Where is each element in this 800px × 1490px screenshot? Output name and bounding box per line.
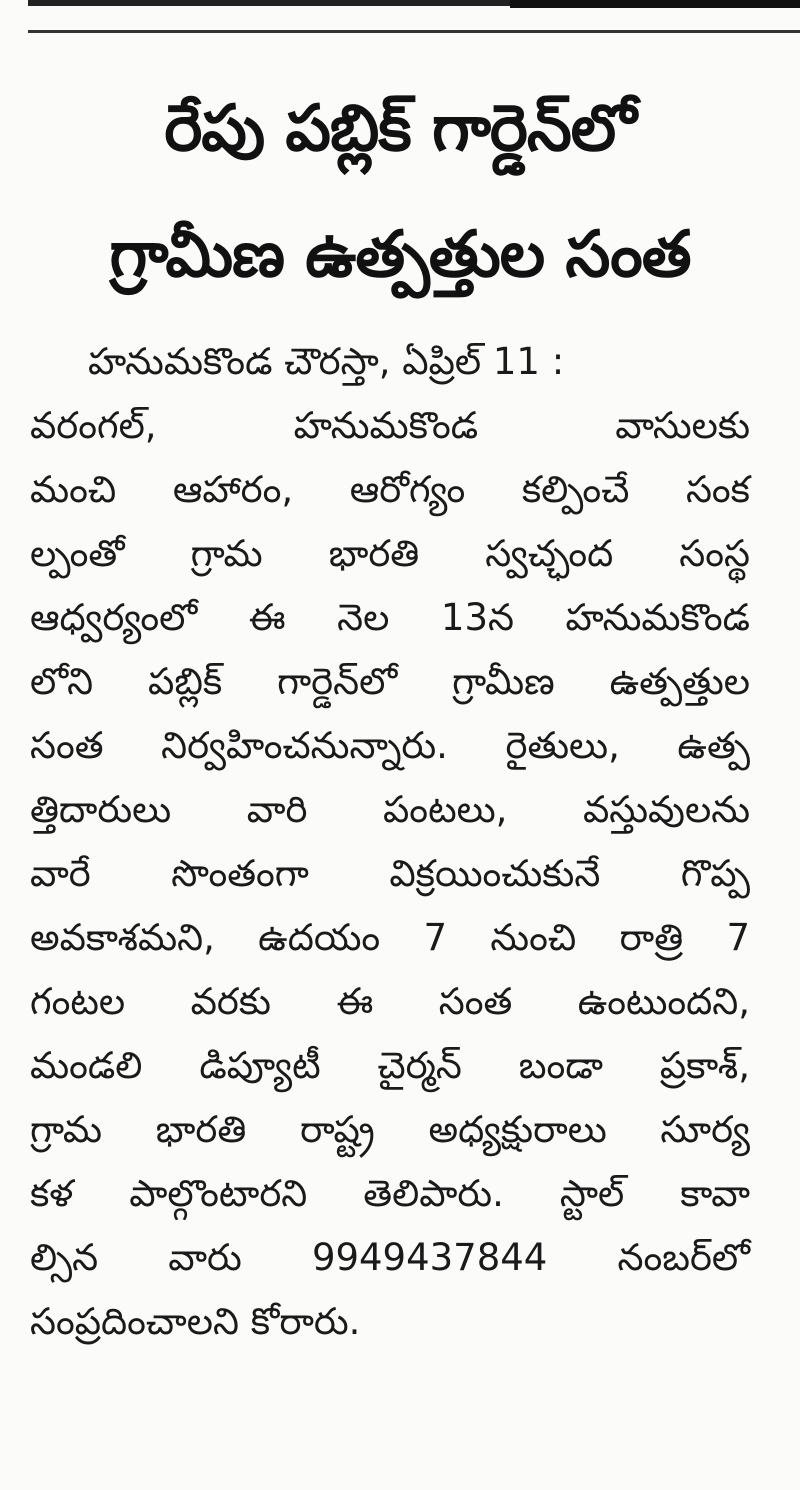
- article-line: మంచి ఆహారం, ఆరోగ్యం కల్పించే సంక: [30, 468, 750, 511]
- headline-line-1: రేపు పబ్లిక్ గార్డెన్‌లో: [164, 92, 636, 166]
- headline: [20, 66, 780, 318]
- column-divider: [28, 30, 800, 33]
- article-line: ల్సిన వారు 9949437844 నంబర్‌లో: [30, 1236, 750, 1279]
- top-rule-dark: [510, 0, 800, 8]
- article-line: వారే సొంతంగా విక్రయించుకునే గొప్ప: [30, 852, 750, 895]
- article-line-dateline: హనుమకొండ చౌరస్తా, ఏప్రిల్ 11 :: [88, 340, 565, 383]
- article-body: [30, 330, 750, 1354]
- article-line-last: సంప్రదించాలని కోరారు.: [30, 1300, 361, 1343]
- article-line: కళ పాల్గొంటారని తెలిపారు. స్టాల్ కావా: [30, 1172, 750, 1215]
- article-line: వరంగల్, హనుమకొండ వాసులకు: [30, 404, 750, 447]
- article-line: ఆధ్వర్యంలో ఈ నెల 13న హనుమకొండ: [30, 596, 750, 639]
- headline-line-2: గ్రామీణ ఉత్పత్తుల సంత: [109, 218, 691, 292]
- article-line: అవకాశమని, ఉదయం 7 నుంచి రాత్రి 7: [30, 916, 750, 959]
- article-line: ల్పంతో గ్రామ భారతి స్వచ్ఛంద సంస్థ: [30, 532, 750, 575]
- article-line: గ్రామ భారతి రాష్ట్ర అధ్యక్షురాలు సూర్య: [30, 1108, 750, 1151]
- article-line: సంత నిర్వహించనున్నారు. రైతులు, ఉత్ప: [30, 724, 750, 767]
- article-line: త్తిదారులు వారి పంటలు, వస్తువులను: [30, 788, 750, 831]
- article-line: మండలి డిప్యూటీ చైర్మన్ బండా ప్రకాశ్,: [30, 1044, 750, 1087]
- top-rule: [28, 0, 510, 6]
- article-line: లోని పబ్లిక్ గార్డెన్‌లో గ్రామీణ ఉత్పత్తుల: [30, 660, 750, 703]
- article-line: గంటల వరకు ఈ సంత ఉంటుందని,: [30, 980, 750, 1023]
